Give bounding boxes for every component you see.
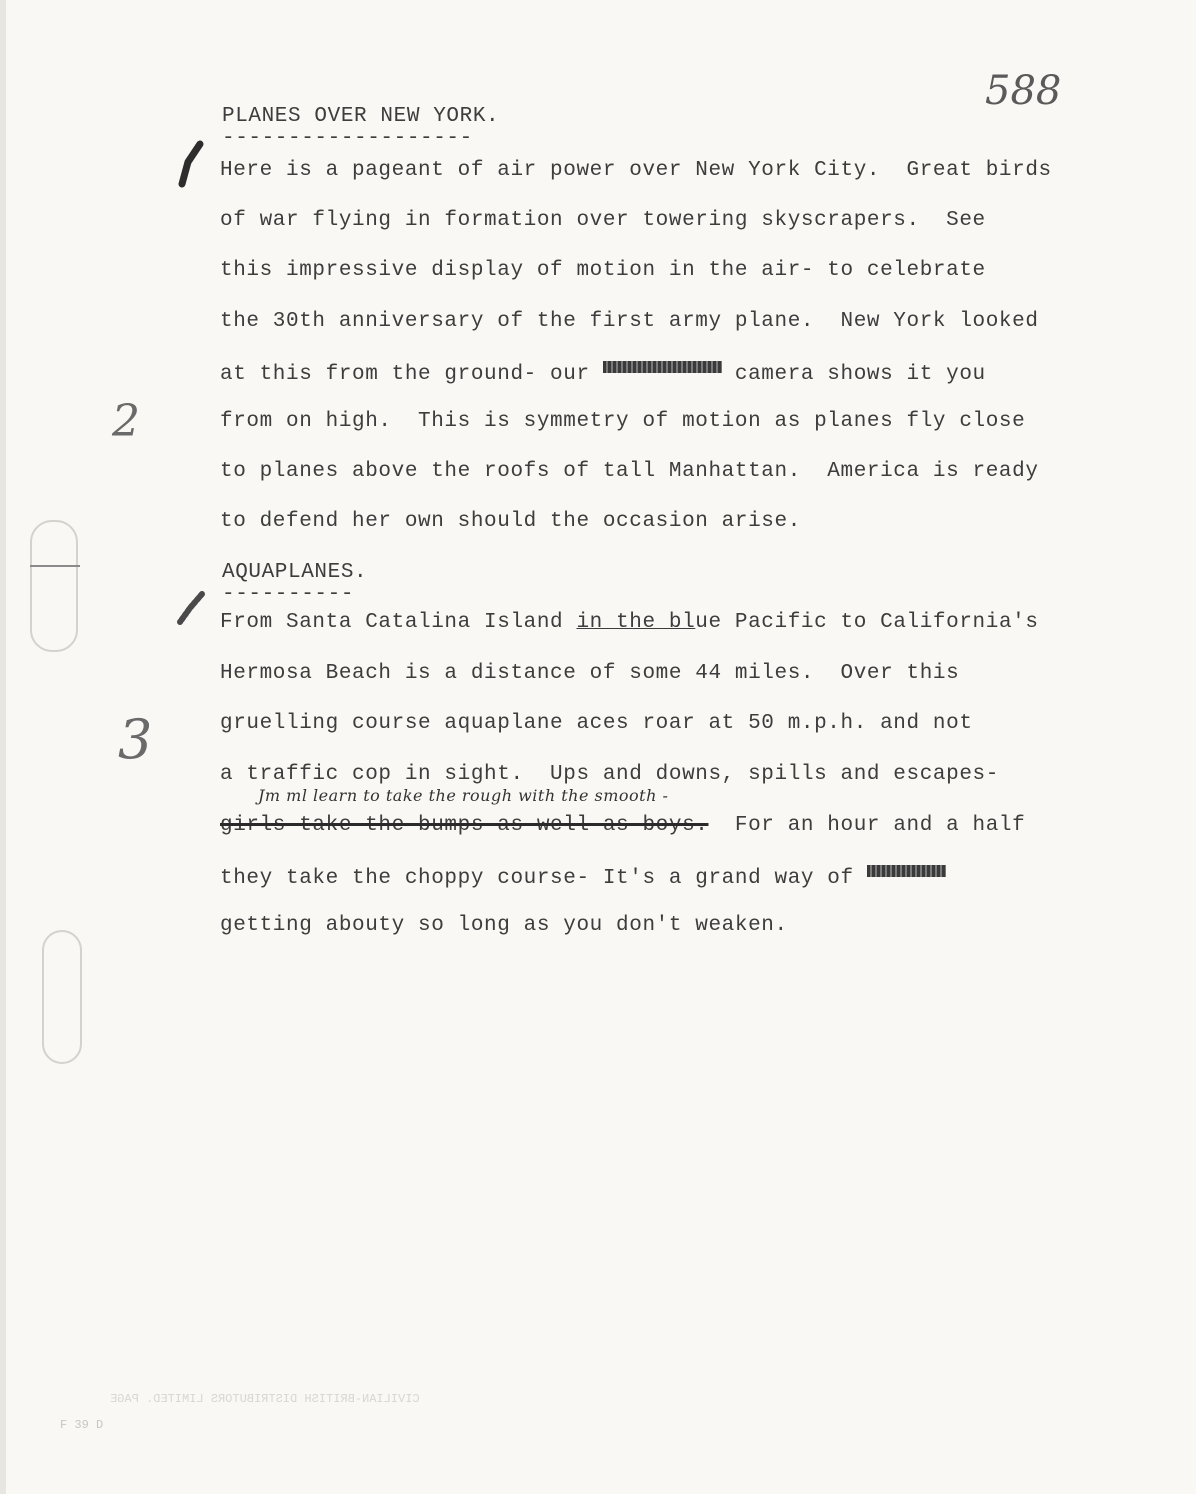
xed-out-word: [603, 361, 722, 373]
text-fragment: For an hour and a half: [708, 814, 1026, 837]
text-line-with-xout: [220, 361, 986, 385]
text-line: this impressive display of motion in the air- to celebrate: [220, 259, 986, 282]
margin-number-3: 3: [118, 708, 153, 771]
text-line: Here is a pageant of air power over New York City. Great birds: [220, 159, 1052, 182]
margin-scribble-mark: [170, 590, 210, 630]
page-number: 588: [985, 68, 1062, 114]
text-line: gruelling course aquaplane aces roar at 50 m.p.h. and not: [220, 712, 973, 735]
text-line-with-underline: [220, 612, 1039, 633]
text-fragment: camera shows it you: [721, 363, 986, 386]
heading-rule: -------------------: [222, 127, 473, 150]
page-edge-shadow: [0, 0, 6, 1494]
text-fragment: they take the choppy course- It's a grand way of: [220, 867, 867, 890]
section-heading-planes: PLANES OVER NEW YORK.: [222, 105, 500, 128]
xed-out-word: [867, 865, 946, 877]
corner-mark: F 39 D: [60, 1418, 104, 1432]
text-line: to defend her own should the occasion arise.: [220, 510, 801, 533]
underlined-text: in the bl: [576, 611, 696, 634]
binding-clip-line: [30, 565, 80, 567]
margin-slash-mark: [170, 140, 210, 192]
text-line: of war flying in formation over towering skyscrapers. See: [220, 209, 986, 232]
text-fragment: From Santa Catalina Island: [220, 611, 577, 634]
text-line: Hermosa Beach is a distance of some 44 miles. Over this: [220, 662, 960, 685]
text-fragment: ue Pacific to California's: [695, 611, 1039, 634]
text-line: a traffic cop in sight. Ups and downs, spills and escapes-: [220, 763, 999, 786]
binding-hole-mark: [42, 930, 82, 1064]
text-line: from on high. This is symmetry of motion as planes fly close: [220, 410, 1026, 433]
mirrored-bleed-through: CIVILIAN-BRITISH DISTRIBUTORS LIMITED. PAGE: [110, 1392, 420, 1406]
text-line: to planes above the roofs of tall Manhattan. America is ready: [220, 460, 1039, 483]
margin-number-2: 2: [112, 396, 140, 447]
heading-rule: ----------: [222, 583, 355, 606]
text-line: the 30th anniversary of the first army plane. New York looked: [220, 310, 1039, 333]
handwritten-insertion: Jm ml learn to take the rough with the smooth -: [258, 786, 669, 805]
section-heading-aquaplanes: AQUAPLANES.: [222, 561, 368, 584]
text-line-with-strike: [220, 815, 1025, 836]
text-line: getting abouty so long as you don't weaken.: [220, 914, 788, 937]
binding-clip-mark: [30, 520, 78, 652]
struck-text: girls take the bumps as well as boys.: [220, 814, 709, 837]
text-fragment: at this from the ground- our: [220, 363, 603, 386]
text-line-with-xout: [220, 865, 946, 889]
